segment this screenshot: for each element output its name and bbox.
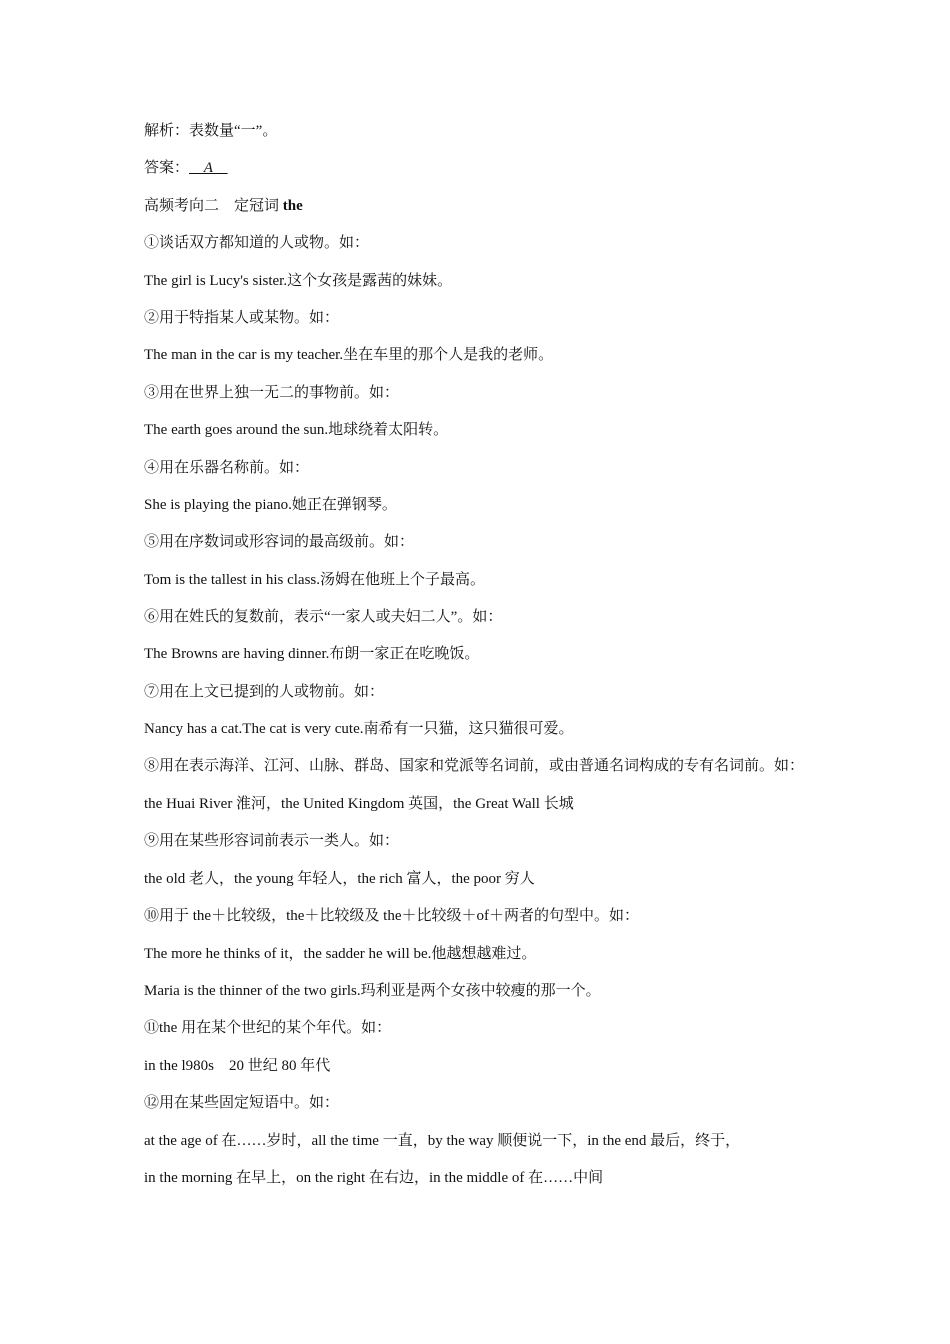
example-4: She is playing the piano.她正在弹钢琴。 bbox=[144, 496, 397, 513]
rule-4: ④用在乐器名称前。如： bbox=[144, 459, 310, 476]
rule-7: ⑦用在上文已提到的人或物前。如： bbox=[144, 683, 385, 700]
example-9: the old 老人，the young 年轻人，the rich 富人，the poor 穷人 bbox=[144, 870, 535, 887]
heading-title-bold: the bbox=[282, 197, 303, 214]
rule-10: ⑩用于 the＋比较级，the＋比较级及 the＋比较级＋of＋两者的句型中。如： bbox=[144, 908, 639, 925]
example-11: in the l980s 20 世纪 80 年代 bbox=[144, 1057, 331, 1074]
answer-value: A bbox=[189, 160, 228, 177]
example-1: The girl is Lucy's sister.这个女孩是露茜的妹妹。 bbox=[144, 272, 453, 289]
rule-11: ⑪the 用在某个世纪的某个年代。如： bbox=[144, 1020, 392, 1037]
example-7: Nancy has a cat.The cat is very cute.南希有一只猫，这只猫很可爱。 bbox=[144, 721, 574, 738]
example-12a: at the age of 在……岁时，all the time 一直，by the way 顺便说一下，in the end 最后，终于， bbox=[144, 1132, 741, 1149]
example-12b: in the morning 在早上，on the right 在右边，in the middle of 在……中间 bbox=[144, 1169, 604, 1186]
rule-2: ②用于特指某人或某物。如： bbox=[144, 309, 340, 326]
example-6: The Browns are having dinner.布朗一家正在吃晚饭。 bbox=[144, 646, 480, 663]
answer-line bbox=[144, 157, 824, 179]
rule-8: ⑧用在表示海洋、江河、山脉、群岛、国家和党派等名词前，或由普通名词构成的专有名词前。如： bbox=[144, 757, 805, 774]
rule-3: ③用在世界上独一无二的事物前。如： bbox=[144, 384, 400, 401]
heading-gap bbox=[219, 198, 234, 214]
analysis-line: 解析：表数量“一”。 bbox=[144, 123, 278, 139]
rule-6: ⑥用在姓氏的复数前，表示“一家人或夫妇二人”。如： bbox=[144, 609, 503, 626]
example-3: The earth goes around the sun.地球绕着太阳转。 bbox=[144, 422, 449, 439]
example-2: The man in the car is my teacher.坐在车里的那个人是我的老师。 bbox=[144, 347, 554, 364]
example-5: Tom is the tallest in his class.汤姆在他班上个子最高。 bbox=[144, 571, 486, 588]
rule-5: ⑤用在序数词或形容词的最高级前。如： bbox=[144, 534, 415, 551]
heading-title: 定冠词 bbox=[234, 197, 283, 214]
heading-prefix: 高频考向二 bbox=[144, 197, 220, 214]
document-page bbox=[144, 120, 824, 1204]
section-heading bbox=[144, 195, 824, 217]
rule-9: ⑨用在某些形容词前表示一类人。如： bbox=[144, 833, 400, 850]
rule-1: ①谈话双方都知道的人或物。如： bbox=[144, 235, 370, 252]
answer-label: 答案： bbox=[144, 160, 190, 177]
example-8: the Huai River 淮河，the United Kingdom 英国，the Great Wall 长城 bbox=[144, 796, 574, 813]
example-10a: The more he thinks of it，the sadder he will be.他越想越难过。 bbox=[144, 945, 537, 962]
example-10b: Maria is the thinner of the two girls.玛利亚是两个女孩中较瘦的那一个。 bbox=[144, 983, 601, 999]
rule-12: ⑫用在某些固定短语中。如： bbox=[144, 1095, 340, 1112]
